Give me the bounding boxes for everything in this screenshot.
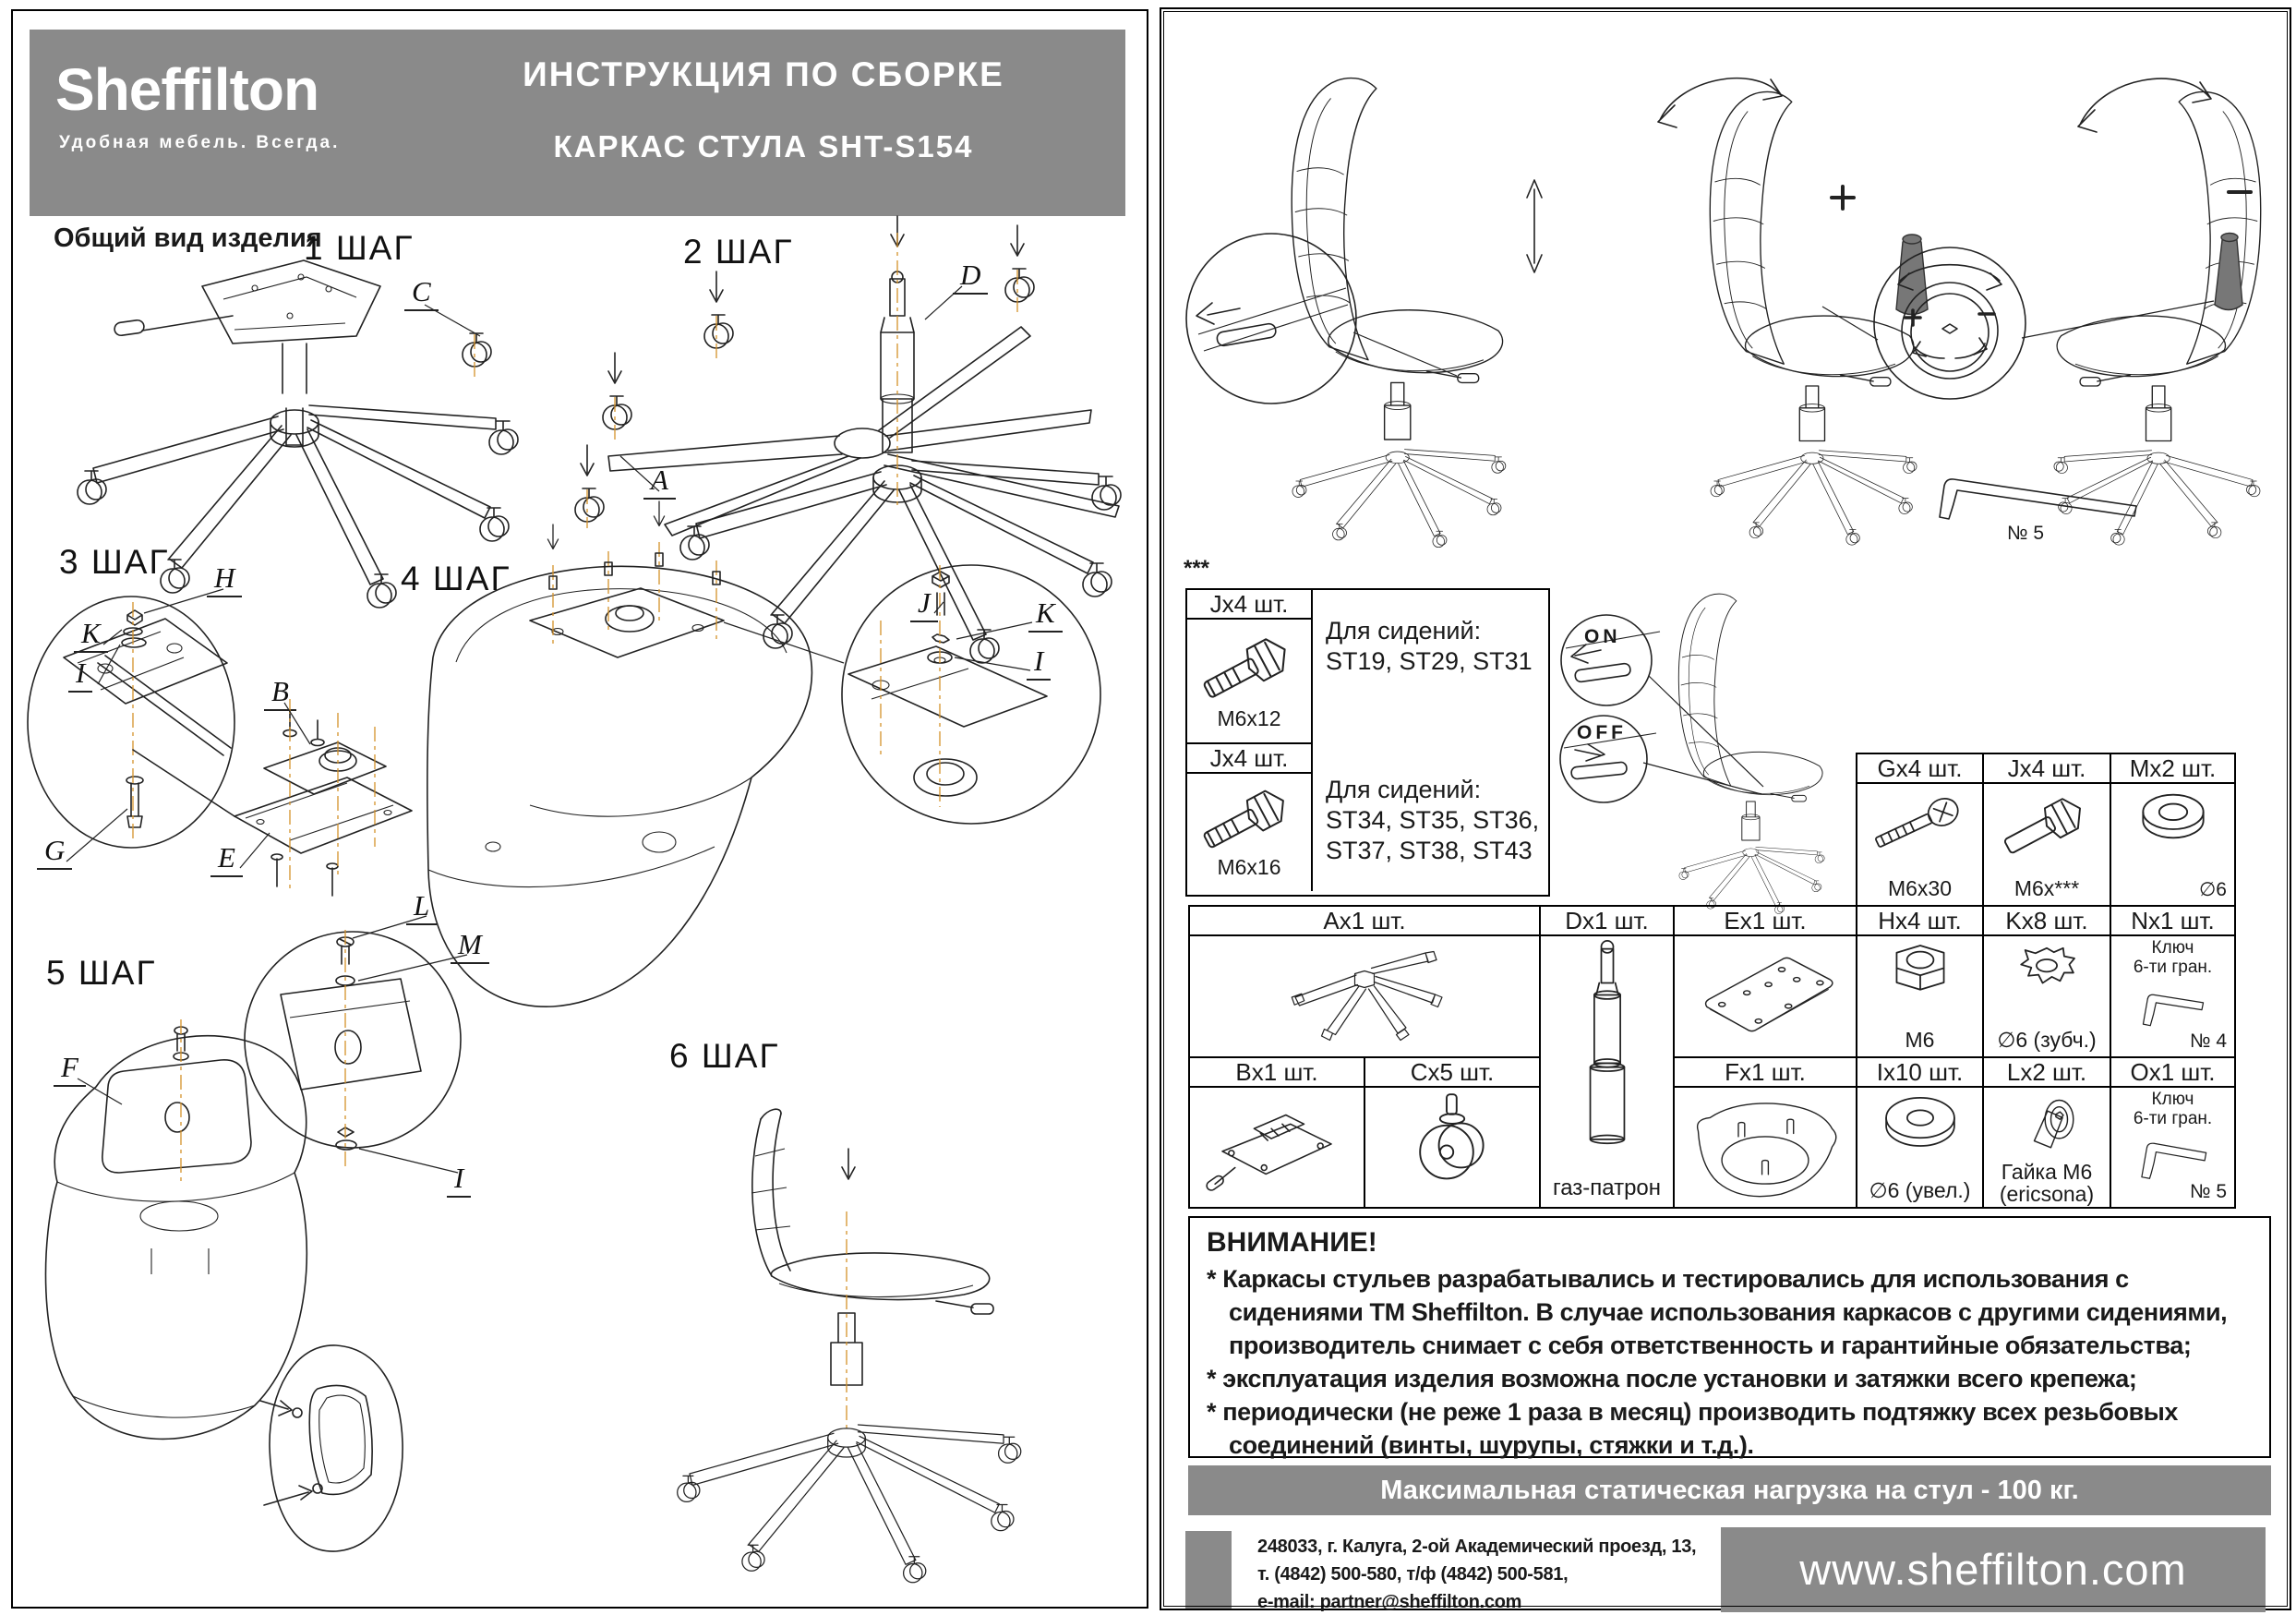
seat-table-row2-qty: Jx4 шт. (1187, 744, 1311, 774)
warning-title: ВНИМАНИЕ! (1207, 1227, 1377, 1258)
cell-K (1982, 905, 2110, 1056)
off-label: OFF (1577, 722, 1627, 743)
warning-bullet-2: * эксплуатация изделия возможна после установки и затяжки всего крепежа; (1207, 1365, 2137, 1392)
seat-table-row2-size: M6x16 (1217, 855, 1281, 879)
footer-address-line1: 248033, г. Калуга, 2-ой Академический проезд, 13, (1257, 1537, 1697, 1557)
cell-N-caption: № 4 (2189, 1030, 2227, 1052)
cell-M (2110, 753, 2236, 905)
cell-L-caption2: (ericsona) (1999, 1182, 2095, 1206)
hex-key-4-icon (2118, 977, 2229, 1034)
callout-i2: I (1027, 645, 1051, 681)
step5-drawing (45, 1019, 307, 1439)
nut-m6-icon (1874, 936, 1966, 1010)
seat-table-divider (1311, 590, 1313, 891)
warning-bullet-3: * периодически (не реже 1 раза в месяц) производить подтяжку всех резьбовых соединений (винты, шурупы, стяжки и т.д.). (1207, 1398, 2179, 1459)
step-2-label: 2 ШАГ (683, 233, 794, 271)
doc-title: ИНСТРУКЦИЯ ПО СБОРКЕ (523, 55, 1004, 93)
cell-I (1856, 1056, 1982, 1209)
ericsona-nut-icon (2001, 1088, 2093, 1154)
step-4-label: 4 ШАГ (401, 560, 511, 597)
cell-H-qty: Hx4 шт. (1857, 907, 1982, 936)
cell-H (1856, 905, 1982, 1056)
warning-box (1188, 1216, 2271, 1458)
step6-drawing (678, 1109, 1021, 1583)
callout-h: H (207, 561, 242, 597)
cell-N-label1: Ключ (2151, 938, 2194, 958)
cell-A (1188, 905, 1539, 1056)
step-5-label: 5 ШАГ (46, 954, 157, 992)
callout-g: G (37, 834, 72, 870)
cell-H-caption: M6 (1905, 1028, 1935, 1052)
cell-I-caption: ∅6 (увел.) (1869, 1178, 1971, 1202)
cell-O-caption: № 5 (2189, 1181, 2227, 1202)
brand-logo: Sheffilton (55, 56, 319, 123)
left-page-drawings (13, 11, 1147, 1607)
step5-detail-drawing (245, 916, 467, 1173)
on-label: ON (1584, 626, 1621, 647)
step-1-label: 1 ШАГ (304, 229, 415, 267)
bolt-m6-icon (1991, 784, 2102, 862)
callout-l: L (406, 889, 437, 925)
screw-m6x30-icon (1865, 784, 1976, 862)
star-base-part-icon (1226, 936, 1503, 1047)
seat-table-row1-qty: Jx4 шт. (1187, 590, 1311, 620)
washer-icon (2122, 784, 2224, 849)
cell-G-caption: M6x30 (1887, 876, 1953, 900)
cell-E (1673, 905, 1856, 1056)
bolt-m6x12-icon (1189, 623, 1309, 706)
footer-accent-square (1185, 1531, 1232, 1609)
cell-N-qty: Nx1 шт. (2111, 907, 2234, 936)
cell-B-qty: Bx1 шт. (1190, 1058, 1364, 1088)
cell-K-qty: Kx8 шт. (1984, 907, 2110, 936)
chair-tension-plus-drawing (1658, 78, 1928, 546)
cell-L-qty: Lx2 шт. (1984, 1058, 2110, 1088)
cell-J-caption: M6x*** (2014, 876, 2080, 900)
cell-D-qty: Dx1 шт. (1541, 907, 1673, 936)
callout-i3: I (447, 1162, 471, 1198)
step4-drawing (427, 501, 844, 1006)
bolt-m6x16-icon (1189, 776, 1309, 855)
footnote-asterisks: *** (1184, 556, 1210, 581)
callout-b: B (264, 675, 296, 711)
callout-c: C (404, 275, 439, 311)
cell-O-label1: Ключ (2151, 1090, 2194, 1109)
cell-C-qty: Cx5 шт. (1365, 1058, 1539, 1088)
cell-O-label2: 6-ти гран. (2133, 1109, 2213, 1128)
cell-L (1982, 1056, 2110, 1209)
cell-N (2110, 905, 2236, 1056)
cell-F-qty: Fx1 шт. (1675, 1058, 1856, 1088)
cell-G (1856, 753, 1982, 905)
cell-A-qty: Ax1 шт. (1190, 907, 1539, 936)
cell-J-qty: Jx4 шт. (1984, 754, 2110, 784)
seat-compatibility-table (1185, 588, 1550, 897)
cell-G-qty: Gx4 шт. (1857, 754, 1982, 784)
callout-i: I (68, 657, 92, 693)
seat-table-row2-part (1187, 742, 1313, 891)
doc-subtitle: КАРКАС СТУЛА SHT-S154 (553, 129, 974, 163)
hex-key-5-drawing (1940, 479, 2136, 519)
page-left (11, 9, 1148, 1609)
cell-N-label2: 6-ти гран. (2133, 958, 2213, 977)
footer-address-line3: e-mail: partner@sheffilton.com (1257, 1592, 1522, 1612)
step3-mechanism-drawing (133, 699, 412, 896)
cell-F (1673, 1056, 1856, 1209)
overall-view-drawing (78, 260, 518, 608)
callout-k2: K (1028, 597, 1063, 633)
cell-C (1364, 1056, 1539, 1209)
hex-key-5-label: № 5 (2007, 523, 2045, 544)
cell-M-qty: Mx2 шт. (2111, 754, 2234, 784)
callout-f: F (54, 1051, 86, 1087)
footer-address-line2: т. (4842) 500-580, т/ф (4842) 500-581, (1257, 1564, 1569, 1585)
seat-table-row1-size: M6x12 (1217, 706, 1281, 730)
brand-tagline: Удобная мебель. Всегда. (59, 133, 341, 152)
cell-D (1539, 905, 1673, 1209)
max-load-banner: Максимальная статическая нагрузка на стул - 100 кг. (1188, 1465, 2271, 1515)
chair-height-adjust-drawing (1186, 78, 1542, 548)
step1-drawing (425, 225, 1119, 536)
cell-O-qty: Ox1 шт. (2111, 1058, 2234, 1088)
overall-view-label: Общий вид изделия (54, 223, 322, 253)
cell-B (1188, 1056, 1364, 1209)
shell-part-icon (1677, 1088, 1853, 1206)
seat-table-row1-desc: Для сидений: ST19, ST29, ST31 (1326, 617, 1533, 675)
callout-k: K (74, 617, 108, 653)
callout-d: D (953, 259, 988, 295)
step3-detail-drawing (28, 589, 234, 862)
cell-I-qty: Ix10 шт. (1857, 1058, 1982, 1088)
callout-a: A (643, 464, 676, 500)
seat-table-row2-desc: Для сидений: ST34, ST35, ST36, ST37, ST38, ST43 (1326, 776, 1540, 864)
footer-address (1257, 1533, 1696, 1615)
cell-O (2110, 1056, 2236, 1209)
plate-part-icon (1677, 936, 1853, 1053)
caster-part-icon (1401, 1088, 1503, 1193)
step-3-label: 3 ШАГ (59, 543, 170, 581)
tooth-washer-icon (2001, 936, 2093, 1001)
cell-L-caption1: Гайка М6 (2001, 1160, 2093, 1184)
washer-large-icon (1869, 1088, 1971, 1158)
hex-key-5-icon (2118, 1128, 2229, 1186)
seat-table-row1-part (1187, 590, 1313, 742)
callout-j: J (910, 586, 938, 622)
seat-bottom-view-drawing (260, 1345, 403, 1551)
cell-K-caption: ∅6 (зубч.) (1997, 1028, 2097, 1052)
cell-E-qty: Ex1 шт. (1675, 907, 1856, 936)
cell-M-caption: ∅6 (2199, 879, 2227, 900)
warning-bullet-1: * Каркасы стульев разрабатывались и тестировались для использования с сидениями ТМ Sheffilton. В случае использования каркасов с другими сидениями, производитель снимает с себя ответственность и гарантийные обязательства; (1207, 1265, 2228, 1359)
cell-D-caption: газ-патрон (1552, 1175, 1662, 1200)
gas-lift-part-icon (1572, 936, 1642, 1158)
mechanism-part-icon (1198, 1088, 1355, 1197)
callout-e: E (210, 841, 243, 877)
page-right (1160, 7, 2291, 1610)
step-6-label: 6 ШАГ (669, 1037, 780, 1075)
cell-J (1982, 753, 2110, 905)
callout-m: M (451, 928, 489, 964)
website-banner: www.sheffilton.com (1721, 1527, 2266, 1612)
